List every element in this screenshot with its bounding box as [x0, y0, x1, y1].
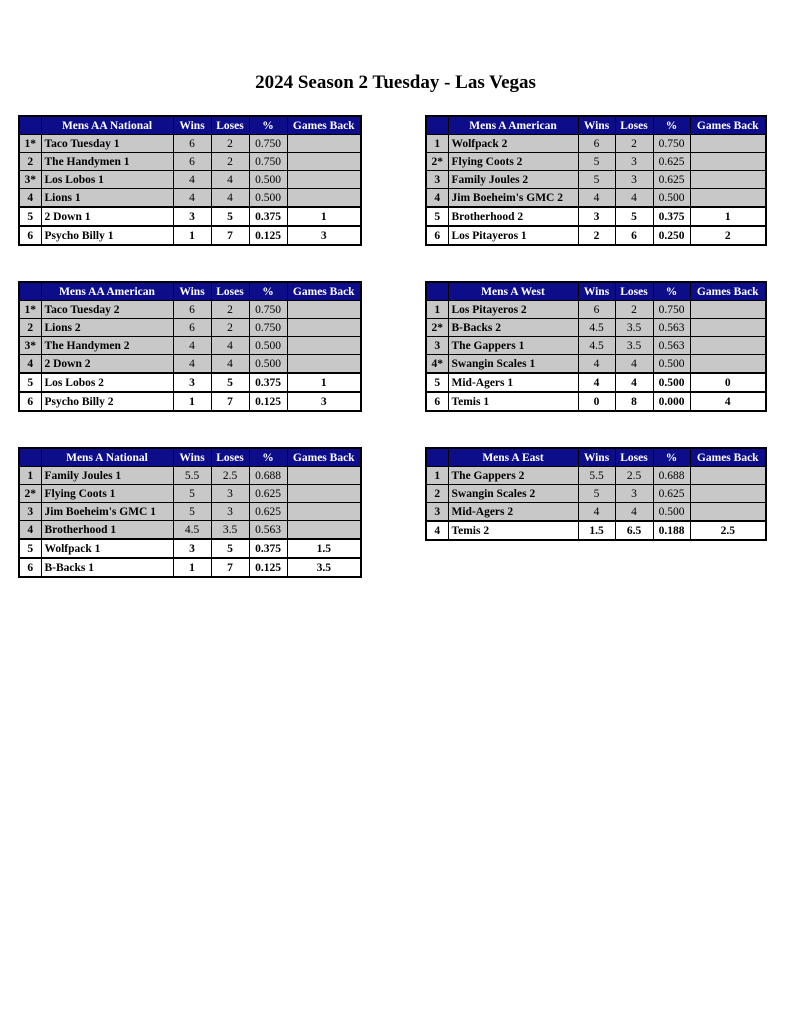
pct-cell: 0.188 — [653, 521, 690, 540]
team-name-cell: Temis 1 — [448, 392, 578, 411]
rank-cell: 4* — [426, 355, 448, 374]
loses-cell: 5 — [211, 373, 249, 392]
team-name-cell: Brotherhood 2 — [448, 207, 578, 226]
wins-cell: 1 — [173, 392, 211, 411]
table-row — [426, 337, 766, 355]
team-name-cell: Lions 1 — [41, 189, 173, 208]
games-back-cell: 2.5 — [690, 521, 766, 540]
pct-cell: 0.750 — [249, 153, 287, 171]
team-name-cell: Wolfpack 1 — [41, 539, 173, 558]
team-name-cell: Los Lobos 1 — [41, 171, 173, 189]
rank-cell: 3 — [426, 337, 448, 355]
wins-cell: 5 — [578, 485, 615, 503]
loses-cell: 2.5 — [211, 467, 249, 485]
rank-cell: 3* — [19, 337, 41, 355]
wins-cell: 6 — [173, 301, 211, 319]
loses-cell: 2 — [615, 135, 653, 153]
pct-cell: 0.375 — [249, 207, 287, 226]
loses-cell: 5 — [211, 539, 249, 558]
rank-header — [19, 282, 41, 301]
games-back-cell: 0 — [690, 373, 766, 392]
wins-cell: 4 — [578, 355, 615, 374]
loses-cell: 6 — [615, 226, 653, 245]
table-row — [426, 153, 766, 171]
loses-cell: 2 — [211, 319, 249, 337]
column-header: Games Back — [690, 448, 766, 467]
table-row — [426, 355, 766, 374]
rank-header — [19, 448, 41, 467]
table-row — [19, 539, 361, 558]
games-back-cell — [690, 337, 766, 355]
loses-cell: 4 — [615, 189, 653, 208]
wins-cell: 5.5 — [578, 467, 615, 485]
team-name-cell: Psycho Billy 1 — [41, 226, 173, 245]
rank-cell: 5 — [19, 539, 41, 558]
pct-cell: 0.125 — [249, 558, 287, 577]
games-back-cell — [690, 153, 766, 171]
pct-cell: 0.625 — [249, 485, 287, 503]
standings-table-mens-a-east — [425, 447, 767, 541]
column-header: Wins — [173, 448, 211, 467]
pct-cell: 0.500 — [653, 503, 690, 522]
pct-cell: 0.688 — [653, 467, 690, 485]
team-name-cell: Los Lobos 2 — [41, 373, 173, 392]
rank-cell: 2* — [19, 485, 41, 503]
table-header-row — [426, 448, 766, 467]
pct-cell: 0.500 — [249, 189, 287, 208]
rank-cell: 1* — [19, 135, 41, 153]
rank-cell: 2 — [19, 153, 41, 171]
loses-cell: 3 — [615, 153, 653, 171]
pct-cell: 0.750 — [653, 301, 690, 319]
column-header: Games Back — [690, 116, 766, 135]
loses-cell: 4 — [211, 355, 249, 374]
wins-cell: 3 — [173, 373, 211, 392]
team-name-cell: Taco Tuesday 2 — [41, 301, 173, 319]
team-name-cell: Los Pitayeros 1 — [448, 226, 578, 245]
column-header: Loses — [211, 116, 249, 135]
wins-cell: 4 — [578, 373, 615, 392]
team-name-cell: Jim Boeheim's GMC 2 — [448, 189, 578, 208]
team-name-cell: Mid-Agers 2 — [448, 503, 578, 522]
wins-cell: 6 — [578, 301, 615, 319]
rank-cell: 3* — [19, 171, 41, 189]
loses-cell: 8 — [615, 392, 653, 411]
column-header: % — [249, 448, 287, 467]
team-name-cell: Family Joules 1 — [41, 467, 173, 485]
pct-cell: 0.375 — [249, 539, 287, 558]
page-title: 2024 Season 2 Tuesday - Las Vegas — [255, 72, 536, 93]
table-row — [19, 135, 361, 153]
table-row — [426, 226, 766, 245]
column-header: % — [653, 282, 690, 301]
standings-table-mens-aa-american — [18, 281, 362, 412]
rank-cell: 2* — [426, 153, 448, 171]
rank-cell: 6 — [19, 392, 41, 411]
games-back-cell — [287, 301, 361, 319]
table-row — [19, 467, 361, 485]
games-back-cell: 3 — [287, 392, 361, 411]
team-name-cell: Wolfpack 2 — [448, 135, 578, 153]
wins-cell: 1 — [173, 558, 211, 577]
division-name: Mens A National — [41, 448, 173, 467]
wins-cell: 3 — [173, 539, 211, 558]
rank-cell: 5 — [19, 207, 41, 226]
games-back-cell — [690, 503, 766, 522]
team-name-cell: Flying Coots 1 — [41, 485, 173, 503]
pct-cell: 0.625 — [653, 153, 690, 171]
pct-cell: 0.000 — [653, 392, 690, 411]
pct-cell: 0.125 — [249, 392, 287, 411]
loses-cell: 6.5 — [615, 521, 653, 540]
team-name-cell: Mid-Agers 1 — [448, 373, 578, 392]
rank-cell: 5 — [426, 207, 448, 226]
column-header: % — [249, 282, 287, 301]
division-name: Mens A American — [448, 116, 578, 135]
column-header: % — [653, 448, 690, 467]
wins-cell: 3 — [173, 207, 211, 226]
wins-cell: 4 — [173, 189, 211, 208]
pct-cell: 0.500 — [653, 373, 690, 392]
pct-cell: 0.750 — [249, 301, 287, 319]
team-name-cell: The Gappers 1 — [448, 337, 578, 355]
games-back-cell — [287, 337, 361, 355]
wins-cell: 1 — [173, 226, 211, 245]
games-back-cell — [690, 485, 766, 503]
table-row — [19, 226, 361, 245]
pct-cell: 0.750 — [249, 319, 287, 337]
rank-cell: 4 — [19, 521, 41, 540]
rank-cell: 1 — [426, 467, 448, 485]
loses-cell: 2 — [211, 301, 249, 319]
division-name: Mens AA National — [41, 116, 173, 135]
column-header: % — [653, 116, 690, 135]
loses-cell: 4 — [211, 189, 249, 208]
loses-cell: 5 — [211, 207, 249, 226]
table-row — [426, 392, 766, 411]
table-header-row — [426, 282, 766, 301]
games-back-cell — [287, 485, 361, 503]
games-back-cell — [287, 153, 361, 171]
loses-cell: 5 — [615, 207, 653, 226]
games-back-cell: 1 — [690, 207, 766, 226]
pct-cell: 0.375 — [249, 373, 287, 392]
pct-cell: 0.563 — [653, 319, 690, 337]
games-back-cell: 2 — [690, 226, 766, 245]
games-back-cell: 1.5 — [287, 539, 361, 558]
team-name-cell: 2 Down 2 — [41, 355, 173, 374]
wins-cell: 5 — [173, 503, 211, 521]
pct-cell: 0.750 — [653, 135, 690, 153]
table-row — [19, 319, 361, 337]
table-header-row — [19, 282, 361, 301]
table-row — [19, 207, 361, 226]
team-name-cell: Los Pitayeros 2 — [448, 301, 578, 319]
table-header-row — [19, 116, 361, 135]
table-row — [426, 189, 766, 208]
column-header: Wins — [578, 116, 615, 135]
table-row — [19, 189, 361, 208]
pct-cell: 0.625 — [653, 171, 690, 189]
rank-cell: 1 — [426, 135, 448, 153]
column-header: Loses — [615, 116, 653, 135]
column-header: Wins — [173, 116, 211, 135]
pct-cell: 0.563 — [249, 521, 287, 540]
wins-cell: 0 — [578, 392, 615, 411]
division-name: Mens A West — [448, 282, 578, 301]
column-header: % — [249, 116, 287, 135]
column-header: Games Back — [287, 282, 361, 301]
rank-cell: 1 — [19, 467, 41, 485]
rank-cell: 3 — [19, 503, 41, 521]
loses-cell: 3 — [615, 485, 653, 503]
loses-cell: 7 — [211, 558, 249, 577]
wins-cell: 5 — [578, 171, 615, 189]
table-row — [19, 171, 361, 189]
pct-cell: 0.625 — [249, 503, 287, 521]
team-name-cell: B-Backs 1 — [41, 558, 173, 577]
table-header-row — [426, 116, 766, 135]
loses-cell: 3.5 — [211, 521, 249, 540]
team-name-cell: The Gappers 2 — [448, 467, 578, 485]
loses-cell: 3 — [211, 503, 249, 521]
table-row — [19, 337, 361, 355]
games-back-cell — [287, 171, 361, 189]
team-name-cell: Jim Boeheim's GMC 1 — [41, 503, 173, 521]
loses-cell: 2.5 — [615, 467, 653, 485]
column-header: Wins — [173, 282, 211, 301]
pct-cell: 0.500 — [249, 337, 287, 355]
rank-cell: 6 — [426, 226, 448, 245]
standings-table-mens-a-west — [425, 281, 767, 412]
table-row — [19, 558, 361, 577]
loses-cell: 4 — [211, 337, 249, 355]
games-back-cell — [690, 171, 766, 189]
rank-cell: 2 — [19, 319, 41, 337]
table-row — [19, 485, 361, 503]
team-name-cell: Flying Coots 2 — [448, 153, 578, 171]
pct-cell: 0.500 — [653, 355, 690, 374]
games-back-cell — [287, 521, 361, 540]
pct-cell: 0.625 — [653, 485, 690, 503]
team-name-cell: The Handymen 2 — [41, 337, 173, 355]
team-name-cell: Taco Tuesday 1 — [41, 135, 173, 153]
rank-header — [426, 282, 448, 301]
pct-cell: 0.688 — [249, 467, 287, 485]
rank-cell: 1* — [19, 301, 41, 319]
rank-header — [426, 448, 448, 467]
table-row — [426, 319, 766, 337]
team-name-cell: Swangin Scales 1 — [448, 355, 578, 374]
pct-cell: 0.500 — [653, 189, 690, 208]
pct-cell: 0.500 — [249, 355, 287, 374]
table-row — [426, 207, 766, 226]
rank-cell: 5 — [19, 373, 41, 392]
column-header: Loses — [211, 282, 249, 301]
pct-cell: 0.500 — [249, 171, 287, 189]
table-row — [426, 521, 766, 540]
loses-cell: 2 — [211, 153, 249, 171]
team-name-cell: Psycho Billy 2 — [41, 392, 173, 411]
games-back-cell — [690, 301, 766, 319]
column-header: Loses — [615, 448, 653, 467]
games-back-cell — [690, 355, 766, 374]
games-back-cell — [287, 189, 361, 208]
wins-cell: 5.5 — [173, 467, 211, 485]
games-back-cell — [287, 355, 361, 374]
wins-cell: 4.5 — [578, 319, 615, 337]
wins-cell: 6 — [173, 153, 211, 171]
rank-cell: 1 — [426, 301, 448, 319]
wins-cell: 4 — [173, 337, 211, 355]
games-back-cell — [287, 135, 361, 153]
wins-cell: 4 — [173, 355, 211, 374]
team-name-cell: B-Backs 2 — [448, 319, 578, 337]
wins-cell: 6 — [173, 135, 211, 153]
rank-cell: 6 — [19, 226, 41, 245]
column-header: Wins — [578, 448, 615, 467]
rank-cell: 2 — [426, 485, 448, 503]
loses-cell: 3.5 — [615, 319, 653, 337]
games-back-cell: 1 — [287, 373, 361, 392]
pct-cell: 0.750 — [249, 135, 287, 153]
rank-cell: 6 — [19, 558, 41, 577]
wins-cell: 4.5 — [578, 337, 615, 355]
rank-cell: 4 — [426, 189, 448, 208]
games-back-cell: 1 — [287, 207, 361, 226]
column-header: Loses — [211, 448, 249, 467]
games-back-cell — [690, 467, 766, 485]
loses-cell: 2 — [211, 135, 249, 153]
pct-cell: 0.563 — [653, 337, 690, 355]
division-name: Mens A East — [448, 448, 578, 467]
wins-cell: 4.5 — [173, 521, 211, 540]
team-name-cell: Lions 2 — [41, 319, 173, 337]
games-back-cell — [287, 503, 361, 521]
loses-cell: 7 — [211, 392, 249, 411]
games-back-cell — [690, 189, 766, 208]
team-name-cell: 2 Down 1 — [41, 207, 173, 226]
table-row — [426, 373, 766, 392]
loses-cell: 3 — [211, 485, 249, 503]
rank-cell: 4 — [19, 189, 41, 208]
column-header: Loses — [615, 282, 653, 301]
loses-cell: 3.5 — [615, 337, 653, 355]
pct-cell: 0.125 — [249, 226, 287, 245]
division-name: Mens AA American — [41, 282, 173, 301]
games-back-cell: 3.5 — [287, 558, 361, 577]
games-back-cell: 4 — [690, 392, 766, 411]
games-back-cell — [690, 319, 766, 337]
team-name-cell: Temis 2 — [448, 521, 578, 540]
loses-cell: 4 — [615, 373, 653, 392]
loses-cell: 3 — [615, 171, 653, 189]
table-row — [426, 467, 766, 485]
wins-cell: 6 — [578, 135, 615, 153]
wins-cell: 4 — [173, 171, 211, 189]
table-row — [426, 485, 766, 503]
wins-cell: 2 — [578, 226, 615, 245]
team-name-cell: Swangin Scales 2 — [448, 485, 578, 503]
team-name-cell: Brotherhood 1 — [41, 521, 173, 540]
table-row — [426, 171, 766, 189]
table-row — [19, 373, 361, 392]
column-header: Games Back — [287, 448, 361, 467]
rank-cell: 4 — [426, 521, 448, 540]
loses-cell: 4 — [615, 355, 653, 374]
column-header: Games Back — [690, 282, 766, 301]
table-row — [19, 521, 361, 540]
loses-cell: 4 — [615, 503, 653, 522]
wins-cell: 5 — [173, 485, 211, 503]
table-row — [19, 503, 361, 521]
table-row — [19, 153, 361, 171]
loses-cell: 2 — [615, 301, 653, 319]
games-back-cell — [690, 135, 766, 153]
loses-cell: 4 — [211, 171, 249, 189]
table-row — [19, 355, 361, 374]
pct-cell: 0.375 — [653, 207, 690, 226]
table-row — [426, 503, 766, 522]
standings-table-mens-a-american — [425, 115, 767, 246]
rank-cell: 2* — [426, 319, 448, 337]
games-back-cell: 3 — [287, 226, 361, 245]
team-name-cell: The Handymen 1 — [41, 153, 173, 171]
table-row — [426, 301, 766, 319]
pct-cell: 0.250 — [653, 226, 690, 245]
rank-cell: 3 — [426, 503, 448, 522]
games-back-cell — [287, 319, 361, 337]
standings-table-mens-a-national — [18, 447, 362, 578]
wins-cell: 4 — [578, 189, 615, 208]
rank-header — [19, 116, 41, 135]
column-header: Wins — [578, 282, 615, 301]
rank-cell: 5 — [426, 373, 448, 392]
standings-table-mens-aa-national — [18, 115, 362, 246]
table-row — [426, 135, 766, 153]
table-header-row — [19, 448, 361, 467]
wins-cell: 4 — [578, 503, 615, 522]
column-header: Games Back — [287, 116, 361, 135]
table-row — [19, 301, 361, 319]
wins-cell: 5 — [578, 153, 615, 171]
wins-cell: 1.5 — [578, 521, 615, 540]
table-row — [19, 392, 361, 411]
wins-cell: 3 — [578, 207, 615, 226]
rank-header — [426, 116, 448, 135]
loses-cell: 7 — [211, 226, 249, 245]
wins-cell: 6 — [173, 319, 211, 337]
rank-cell: 6 — [426, 392, 448, 411]
rank-cell: 3 — [426, 171, 448, 189]
games-back-cell — [287, 467, 361, 485]
rank-cell: 4 — [19, 355, 41, 374]
team-name-cell: Family Joules 2 — [448, 171, 578, 189]
